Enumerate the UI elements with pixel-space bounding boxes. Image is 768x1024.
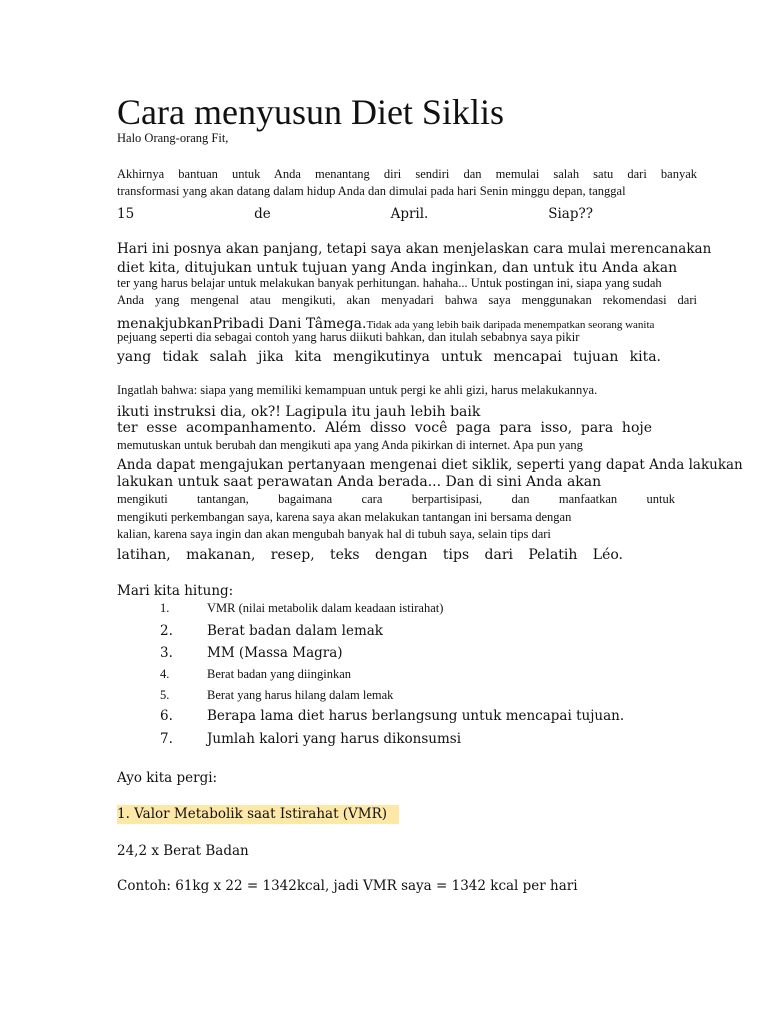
page-title: Cara menyusun Diet Siklis — [117, 92, 504, 132]
list-text: Berat badan yang diinginkan — [207, 667, 352, 681]
list-item — [160, 600, 680, 616]
section-heading — [117, 805, 697, 823]
p1-date-line — [117, 205, 593, 223]
date-month: April. — [390, 206, 429, 222]
p3-line-9: kalian, karena saya ingin dan akan mengubah banyak hal di tubuh saya, selain tips dari — [117, 527, 551, 541]
p3-line-1: Ingatlah bahwa: siapa yang memiliki kemampuan untuk pergi ke ahli gizi, harus melakukannya. — [117, 383, 598, 397]
list-number: 1. — [160, 601, 170, 615]
list-text: Berat badan dalam lemak — [207, 623, 383, 639]
p2-line-4: Anda yang mengenal atau mengikuti, akan menyadari bahwa saya menggunakan rekomendasi dari — [117, 293, 697, 307]
list-item — [160, 707, 680, 725]
trainer-name: menakjubkanPribadi Dani Tâmega. — [117, 316, 367, 332]
list-text: Berat yang harus hilang dalam lemak — [207, 688, 394, 702]
list-text: MM (Massa Magra) — [207, 645, 343, 661]
list-number: 6. — [160, 708, 173, 724]
list-text: Berapa lama diet harus berlangsung untuk mencapai tujuan. — [207, 708, 625, 724]
list-text: VMR (nilai metabolik dalam keadaan istirahat) — [207, 601, 444, 615]
list-number: 2. — [160, 623, 173, 639]
p3-line-4: memutuskan untuk berubah dan mengikuti apa yang Anda pikirkan di internet. Apa pun yang — [117, 438, 583, 452]
list-number: 3. — [160, 645, 173, 661]
list-text: Jumlah kalori yang harus dikonsumsi — [207, 731, 462, 747]
date-ready: Siap?? — [548, 206, 593, 222]
p1-line-1: Akhirnya bantuan untuk Anda menantang diri sendiri dan memulai salah satu dari banyak — [117, 167, 697, 181]
greeting: Halo Orang-orang Fit, — [117, 131, 229, 145]
p3-line-8: mengikuti perkembangan saya, karena saya akan melakukan tantangan ini bersama dengan — [117, 510, 572, 524]
p1-line-2: transformasi yang akan datang dalam hidup Anda dan dimulai pada hari Senin minggu depan, tanggal — [117, 184, 626, 198]
list-item — [160, 666, 680, 682]
section-heading-highlight: 1. Valor Metabolik saat Istirahat (VMR) — [117, 805, 399, 824]
example-text: Contoh: 61kg x 22 = 1342kcal, jadi VMR saya = 1342 kcal per hari — [117, 878, 578, 894]
p3-line-5: Anda dapat mengajukan pertanyaan mengenai diet siklik, seperti yang dapat Anda lakukan — [117, 457, 743, 473]
list-item — [160, 622, 680, 640]
p2-line-6: pejuang seperti dia sebagai contoh yang harus diikuti bahkan, dan itulah sebabnya saya pikir — [117, 330, 580, 344]
count-heading: Mari kita hitung: — [117, 583, 234, 599]
p3-line-2: ikuti instruksi dia, ok?! Lagipula itu jauh lebih baik — [117, 404, 481, 420]
p3-line-6: lakukan untuk saat perawatan Anda berada... Dan di sini Anda akan — [117, 474, 602, 490]
list-item — [160, 730, 680, 748]
p2-line-2: diet kita, ditujukan untuk tujuan yang Anda inginkan, dan untuk itu Anda akan — [117, 260, 678, 276]
lets-go-heading: Ayo kita pergi: — [117, 770, 218, 786]
list-number: 5. — [160, 688, 170, 702]
formula-text: 24,2 x Berat Badan — [117, 843, 249, 859]
list-item — [160, 687, 680, 703]
p3-line-7: mengikuti tantangan, bagaimana cara berpartisipasi, dan manfaatkan untuk — [117, 492, 675, 506]
date-de: de — [254, 206, 271, 222]
list-number: 4. — [160, 667, 170, 681]
p2-line-1: Hari ini posnya akan panjang, tetapi saya akan menjelaskan cara mulai merencanakan — [117, 241, 712, 257]
p2-line-7: yang tidak salah jika kita mengikutinya untuk mencapai tujuan kita. — [117, 349, 661, 365]
p2-line-3: ter yang harus belajar untuk melakukan banyak perhitungan. hahaha... Untuk postingan ini, siapa yang sudah — [117, 276, 662, 290]
list-number: 7. — [160, 731, 173, 747]
p3-line-3: ter esse acompanhamento. Além disso você paga para isso, para hoje — [117, 420, 652, 436]
p3-line-10: latihan, makanan, resep, teks dengan tips dari Pelatih Léo. — [117, 547, 623, 563]
p2-line-5-rest: Tidak ada yang lebih baik daripada menempatkan seorang wanita — [366, 319, 655, 331]
date-day: 15 — [117, 206, 135, 222]
list-item — [160, 644, 680, 662]
